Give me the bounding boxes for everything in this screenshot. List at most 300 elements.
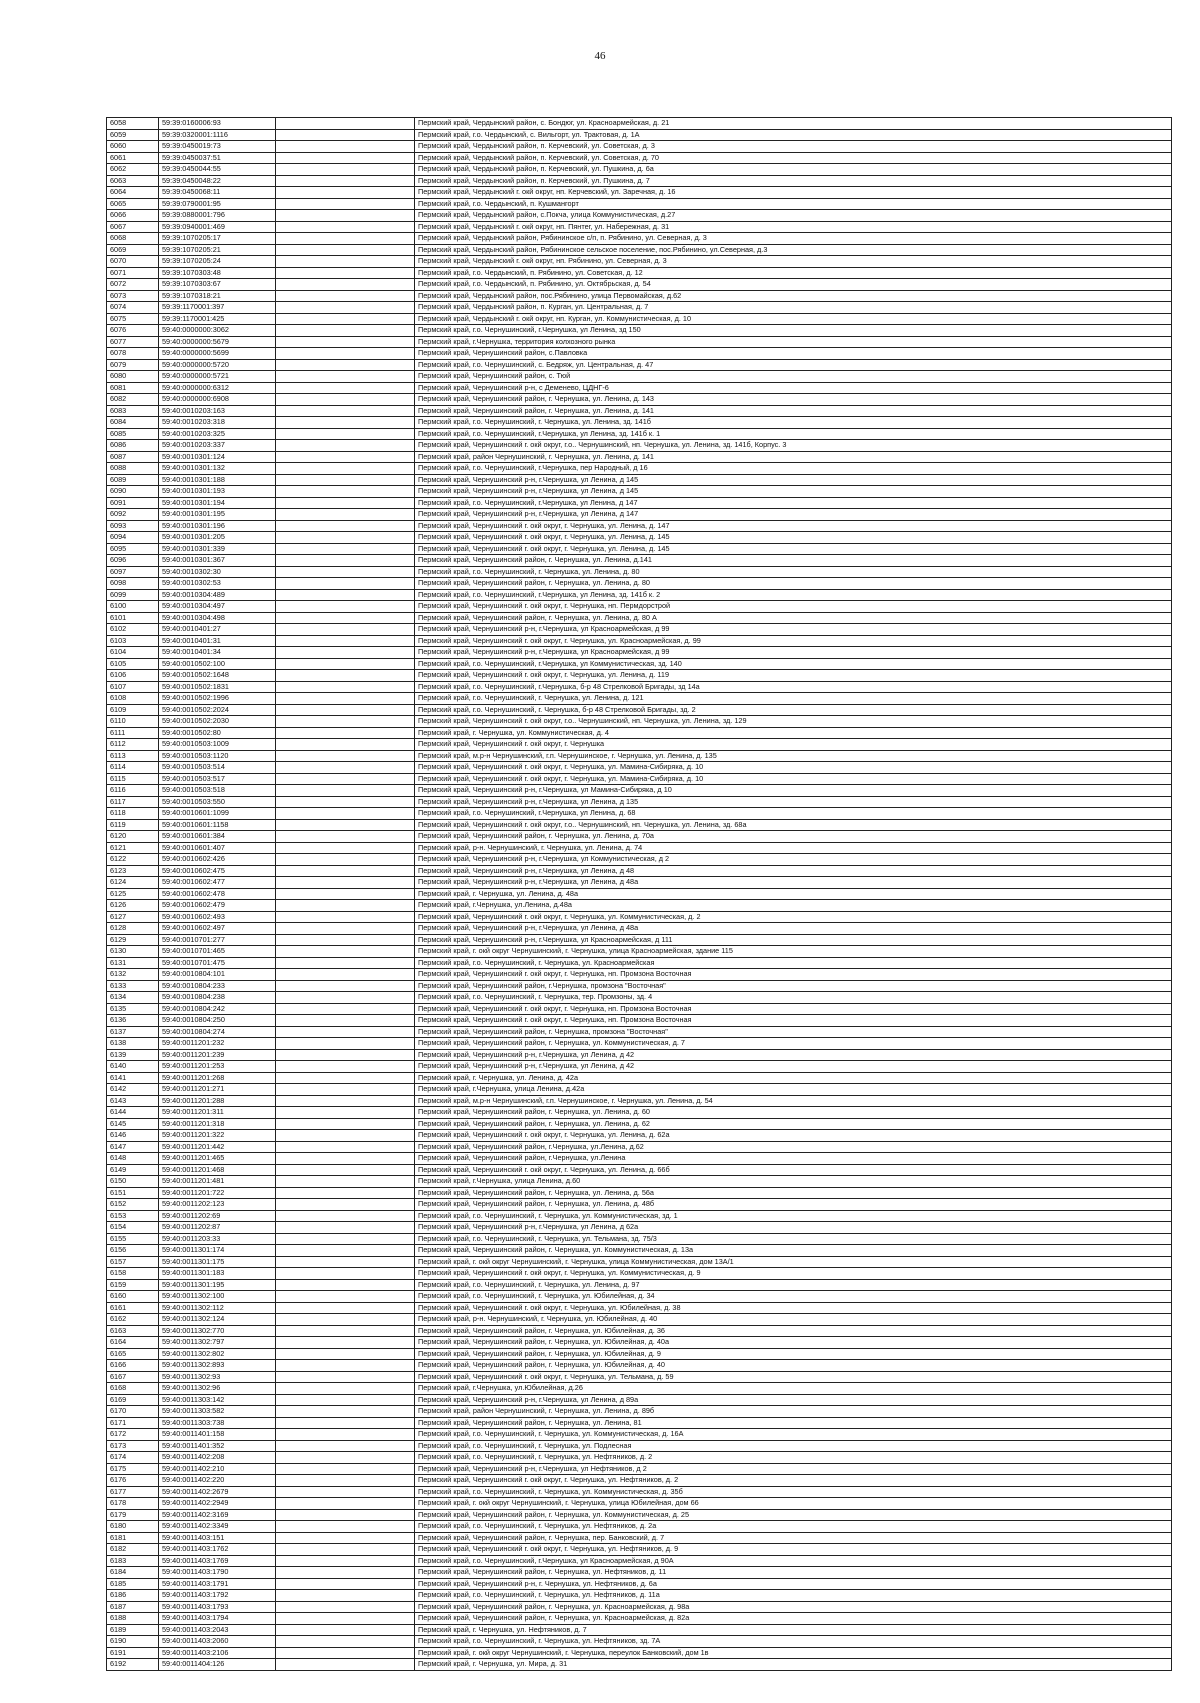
table-row — [107, 543, 1172, 555]
row-number-cell: 6107 — [107, 681, 159, 693]
cadastral-number-cell: 59:40:0011402:2949 — [159, 1498, 276, 1510]
row-number-cell: 6164 — [107, 1337, 159, 1349]
cadastral-number-cell: 59:40:0011302:893 — [159, 1360, 276, 1372]
empty-cell — [276, 1624, 415, 1636]
empty-cell — [276, 1026, 415, 1038]
table-row — [107, 635, 1172, 647]
cadastral-number-cell: 59:40:0010602:493 — [159, 911, 276, 923]
cadastral-number-cell: 59:40:0010502:1996 — [159, 693, 276, 705]
address-cell: Пермский край, г.о. Чердынский, с. Вильгорт, ул. Трактовая, д. 1А — [415, 129, 1172, 141]
empty-cell — [276, 313, 415, 325]
address-cell: Пермский край, Чернушинский район, г. Чернушка, ул. Ленина, д.141 — [415, 555, 1172, 567]
table-row — [107, 1325, 1172, 1337]
row-number-cell: 6147 — [107, 1141, 159, 1153]
row-number-cell: 6160 — [107, 1291, 159, 1303]
address-cell: Пермский край, Чернушинский район, г. Чернушка, ул. Ленина, д. 80 — [415, 578, 1172, 590]
empty-cell — [276, 1072, 415, 1084]
table-row — [107, 624, 1172, 636]
address-cell: Пермский край, Чернушинский р-н, г.Чернушка, ул Ленина, д 42 — [415, 1061, 1172, 1073]
cadastral-number-cell: 59:40:0010301:367 — [159, 555, 276, 567]
cadastral-number-cell: 59:39:1070303:48 — [159, 267, 276, 279]
cadastral-number-cell: 59:40:0000000:6908 — [159, 394, 276, 406]
address-cell: Пермский край, г.о. Чердынский, п. Рябинино, ул. Советская, д. 12 — [415, 267, 1172, 279]
cadastral-number-cell: 59:40:0010301:132 — [159, 463, 276, 475]
row-number-cell: 6187 — [107, 1601, 159, 1613]
row-number-cell: 6105 — [107, 658, 159, 670]
address-cell: Пермский край, г.Чернушка, улица Ленина, д.60 — [415, 1176, 1172, 1188]
table-row — [107, 1394, 1172, 1406]
address-cell: Пермский край, Чернушинский р-н, г.Чернушка, ул Ленина, д 48а — [415, 923, 1172, 935]
empty-cell — [276, 1659, 415, 1671]
row-number-cell: 6104 — [107, 647, 159, 659]
cadastral-number-cell: 59:40:0011303:738 — [159, 1417, 276, 1429]
address-cell: Пермский край, г.о. Чернушинский, г.Чернушка, б-р 48 Стрелковой Бригады, зд 14а — [415, 681, 1172, 693]
address-cell: Пермский край, г. Чернушка, ул. Коммунистическая, д. 4 — [415, 727, 1172, 739]
table-row — [107, 440, 1172, 452]
empty-cell — [276, 336, 415, 348]
empty-cell — [276, 1590, 415, 1602]
cadastral-number-cell: 59:40:0011403:2043 — [159, 1624, 276, 1636]
address-cell: Пермский край, г.о. Чернушинский, с. Бедряж, ул. Центральная, д. 47 — [415, 359, 1172, 371]
empty-cell — [276, 785, 415, 797]
address-cell: Пермский край, Чернушинский г. окй округ, г. Чернушка, нп. Промзона Восточная — [415, 1015, 1172, 1027]
empty-cell — [276, 474, 415, 486]
cadastral-number-cell: 59:40:0010701:475 — [159, 957, 276, 969]
table-row — [107, 405, 1172, 417]
row-number-cell: 6080 — [107, 371, 159, 383]
empty-cell — [276, 1015, 415, 1027]
row-number-cell: 6152 — [107, 1199, 159, 1211]
row-number-cell: 6162 — [107, 1314, 159, 1326]
row-number-cell: 6166 — [107, 1360, 159, 1372]
cadastral-number-cell: 59:39:0450019:73 — [159, 141, 276, 153]
row-number-cell: 6144 — [107, 1107, 159, 1119]
table-row — [107, 1153, 1172, 1165]
row-number-cell: 6177 — [107, 1486, 159, 1498]
row-number-cell: 6191 — [107, 1647, 159, 1659]
table-row — [107, 842, 1172, 854]
table-row — [107, 210, 1172, 222]
table-row — [107, 1015, 1172, 1027]
table-row — [107, 1636, 1172, 1648]
row-number-cell: 6094 — [107, 532, 159, 544]
table-row — [107, 808, 1172, 820]
address-cell: Пермский край, Чернушинский г. окй округ, г. Чернушка, ул. Тельмана, д. 59 — [415, 1371, 1172, 1383]
address-cell: Пермский край, Чернушинский район, г. Чернушка, промзона "Восточная" — [415, 1026, 1172, 1038]
table-row — [107, 578, 1172, 590]
empty-cell — [276, 727, 415, 739]
row-number-cell: 6136 — [107, 1015, 159, 1027]
table-row — [107, 175, 1172, 187]
row-number-cell: 6085 — [107, 428, 159, 440]
address-cell: Пермский край, Чердынский г. окй округ, нп. Курган, ул. Коммунистическая, д. 10 — [415, 313, 1172, 325]
empty-cell — [276, 1141, 415, 1153]
cadastral-number-cell: 59:40:0010601:1099 — [159, 808, 276, 820]
table-row — [107, 785, 1172, 797]
cadastral-number-cell: 59:39:1070303:67 — [159, 279, 276, 291]
row-number-cell: 6180 — [107, 1521, 159, 1533]
empty-cell — [276, 796, 415, 808]
empty-cell — [276, 808, 415, 820]
table-row — [107, 900, 1172, 912]
cadastral-number-cell: 59:40:0010602:475 — [159, 865, 276, 877]
address-cell: Пермский край, Чернушинский р-н, г.Чернушка, ул Красноармейская, д 99 — [415, 647, 1172, 659]
empty-cell — [276, 819, 415, 831]
row-number-cell: 6145 — [107, 1118, 159, 1130]
cadastral-number-cell: 59:40:0010304:489 — [159, 589, 276, 601]
empty-cell — [276, 371, 415, 383]
table-row — [107, 1360, 1172, 1372]
address-cell: Пермский край, Чернушинский г. окй округ, г. Чернушка — [415, 739, 1172, 751]
address-cell: Пермский край, г.о. Чернушинский, г. Чернушка, ул. Красноармейская — [415, 957, 1172, 969]
cadastral-number-cell: 59:40:0011401:158 — [159, 1429, 276, 1441]
row-number-cell: 6174 — [107, 1452, 159, 1464]
address-cell: Пермский край, Чернушинский г. окй округ, г. Чернушка, ул. Юбилейная, д. 38 — [415, 1302, 1172, 1314]
address-cell: Пермский край, Чернушинский р-н, г.Чернушка, ул Ленина, д 147 — [415, 509, 1172, 521]
empty-cell — [276, 187, 415, 199]
cadastral-number-cell: 59:40:0011403:1769 — [159, 1555, 276, 1567]
empty-cell — [276, 1153, 415, 1165]
empty-cell — [276, 957, 415, 969]
address-cell: Пермский край, Чердынский г. окй округ, нп. Пянтег, ул. Набережная, д. 31 — [415, 221, 1172, 233]
table-row — [107, 1049, 1172, 1061]
row-number-cell: 6117 — [107, 796, 159, 808]
table-row — [107, 520, 1172, 532]
table-row — [107, 244, 1172, 256]
address-cell: Пермский край, Чернушинский р-н, г.Чернушка, ул Красноармейская, д 99 — [415, 624, 1172, 636]
empty-cell — [276, 382, 415, 394]
cadastral-number-cell: 59:39:1170001:425 — [159, 313, 276, 325]
cadastral-number-cell: 59:40:0011201:239 — [159, 1049, 276, 1061]
empty-cell — [276, 1038, 415, 1050]
address-cell: Пермский край, Чернушинский г. окй округ, г. Чернушка, ул. Ленина, д. 66б — [415, 1164, 1172, 1176]
address-cell: Пермский край, Чернушинский р-н, г.Чернушка, ул Красноармейская, д 111 — [415, 934, 1172, 946]
cadastral-number-cell: 59:40:0010503:517 — [159, 773, 276, 785]
row-number-cell: 6093 — [107, 520, 159, 532]
row-number-cell: 6070 — [107, 256, 159, 268]
cadastral-number-cell: 59:40:0011303:582 — [159, 1406, 276, 1418]
table-row — [107, 1038, 1172, 1050]
cadastral-number-cell: 59:40:0010203:337 — [159, 440, 276, 452]
cadastral-number-cell: 59:40:0011201:722 — [159, 1187, 276, 1199]
empty-cell — [276, 1636, 415, 1648]
empty-cell — [276, 877, 415, 889]
row-number-cell: 6135 — [107, 1003, 159, 1015]
address-cell: Пермский край, Чернушинский г. окй округ, г. Чернушка, ул. Нефтяников, д. 9 — [415, 1544, 1172, 1556]
address-cell: Пермский край, г.о. Чернушинский, г.Чернушка, ул Ленина, зд. 141б к. 2 — [415, 589, 1172, 601]
table-row — [107, 877, 1172, 889]
table-row — [107, 923, 1172, 935]
address-cell: Пермский край, г.о. Чернушинский, г. Чернушка, тер. Промзоны, зд. 4 — [415, 992, 1172, 1004]
empty-cell — [276, 1314, 415, 1326]
address-cell: Пермский край, Чернушинский г. окй округ, г. Чернушка, ул. Ленина, д. 147 — [415, 520, 1172, 532]
row-number-cell: 6062 — [107, 164, 159, 176]
table-row — [107, 1072, 1172, 1084]
table-row — [107, 279, 1172, 291]
row-number-cell: 6077 — [107, 336, 159, 348]
table-row — [107, 1314, 1172, 1326]
cadastral-number-cell: 59:40:0010304:497 — [159, 601, 276, 613]
row-number-cell: 6165 — [107, 1348, 159, 1360]
address-cell: Пермский край, г.о. Чернушинский, г. Чернушка, ул. Коммунистическая, д. 35б — [415, 1486, 1172, 1498]
row-number-cell: 6168 — [107, 1383, 159, 1395]
address-cell: Пермский край, Чернушинский район, г. Чернушка, ул. Ленина, 81 — [415, 1417, 1172, 1429]
empty-cell — [276, 256, 415, 268]
table-row — [107, 509, 1172, 521]
empty-cell — [276, 1360, 415, 1372]
row-number-cell: 6109 — [107, 704, 159, 716]
empty-cell — [276, 1245, 415, 1257]
cadastral-number-cell: 59:39:1170001:397 — [159, 302, 276, 314]
address-cell: Пермский край, Чернушинский район, г. Чернушка, ул. Ленина, д. 48б — [415, 1199, 1172, 1211]
empty-cell — [276, 1084, 415, 1096]
address-cell: Пермский край, г.о. Чердынский, п. Кушмангорт — [415, 198, 1172, 210]
empty-cell — [276, 1302, 415, 1314]
table-row — [107, 187, 1172, 199]
address-cell: Пермский край, Чернушинский р-н, с Деменево, ЦДНГ-6 — [415, 382, 1172, 394]
row-number-cell: 6138 — [107, 1038, 159, 1050]
empty-cell — [276, 486, 415, 498]
empty-cell — [276, 681, 415, 693]
row-number-cell: 6074 — [107, 302, 159, 314]
empty-cell — [276, 946, 415, 958]
row-number-cell: 6102 — [107, 624, 159, 636]
table-body — [107, 118, 1172, 1671]
table-row — [107, 359, 1172, 371]
address-cell: Пермский край, Чернушинский район, г. Чернушка, пер. Банковский, д. 7 — [415, 1532, 1172, 1544]
row-number-cell: 6122 — [107, 854, 159, 866]
empty-cell — [276, 532, 415, 544]
cadastral-number-cell: 59:40:0010602:497 — [159, 923, 276, 935]
cadastral-number-cell: 59:40:0011302:124 — [159, 1314, 276, 1326]
cadastral-number-cell: 59:40:0011403:1790 — [159, 1567, 276, 1579]
cadastral-number-cell: 59:40:0011402:220 — [159, 1475, 276, 1487]
row-number-cell: 6176 — [107, 1475, 159, 1487]
empty-cell — [276, 555, 415, 567]
empty-cell — [276, 1095, 415, 1107]
cadastral-number-cell: 59:40:0010701:465 — [159, 946, 276, 958]
cadastral-number-cell: 59:40:0010502:2030 — [159, 716, 276, 728]
empty-cell — [276, 1406, 415, 1418]
table-row — [107, 1141, 1172, 1153]
row-number-cell: 6089 — [107, 474, 159, 486]
row-number-cell: 6163 — [107, 1325, 159, 1337]
address-cell: Пермский край, Чернушинский район, г. Чернушка, ул. Ленина, д. 70а — [415, 831, 1172, 843]
table-row — [107, 1486, 1172, 1498]
address-cell: Пермский край, Чернушинский район, с.Павловка — [415, 348, 1172, 360]
table-row — [107, 141, 1172, 153]
empty-cell — [276, 773, 415, 785]
cadastral-number-cell: 59:40:0011402:2679 — [159, 1486, 276, 1498]
address-cell: Пермский край, г.о. Чернушинский, г. Чернушка, ул. Ленина, зд. 141б — [415, 417, 1172, 429]
empty-cell — [276, 417, 415, 429]
cadastral-number-cell: 59:40:0000000:5679 — [159, 336, 276, 348]
table-row — [107, 762, 1172, 774]
cadastral-number-cell: 59:40:0011201:481 — [159, 1176, 276, 1188]
cadastral-number-cell: 59:40:0011202:87 — [159, 1222, 276, 1234]
table-row — [107, 1452, 1172, 1464]
empty-cell — [276, 566, 415, 578]
address-cell: Пермский край, Чернушинский район, г. Чернушка, ул. Нефтяников, д. 11 — [415, 1567, 1172, 1579]
empty-cell — [276, 831, 415, 843]
address-cell: Пермский край, м.р-н Чернушинский, г.п. Чернушинское, г. Чернушка, ул. Ленина, д. 54 — [415, 1095, 1172, 1107]
address-cell: Пермский край, Чернушинский р-н, г.Чернушка, ул Ленина, д 48 — [415, 865, 1172, 877]
address-cell: Пермский край, Чердынский район, п. Керчевский, ул. Пушкина, д. 6а — [415, 164, 1172, 176]
empty-cell — [276, 1578, 415, 1590]
empty-cell — [276, 1475, 415, 1487]
address-cell: Пермский край, г.о. Чернушинский, г. Чернушка, ул. Нефтяников, д. 11а — [415, 1590, 1172, 1602]
row-number-cell: 6149 — [107, 1164, 159, 1176]
address-cell: Пермский край, Чернушинский р-н, г.Чернушка, ул Ленина, д 145 — [415, 474, 1172, 486]
table-row — [107, 911, 1172, 923]
cadastral-number-cell: 59:40:0011301:174 — [159, 1245, 276, 1257]
table-row — [107, 233, 1172, 245]
row-number-cell: 6137 — [107, 1026, 159, 1038]
empty-cell — [276, 888, 415, 900]
row-number-cell: 6132 — [107, 969, 159, 981]
address-cell: Пермский край, Чернушинский г. окй округ, г. Чернушка, ул. Коммунистическая, д. 9 — [415, 1268, 1172, 1280]
address-cell: Пермский край, г.о. Чернушинский, г. Чернушка, ул. Нефтяников, д. 2а — [415, 1521, 1172, 1533]
table-row — [107, 325, 1172, 337]
cadastral-number-cell: 59:40:0010401:34 — [159, 647, 276, 659]
cadastral-number-cell: 59:40:0011203:33 — [159, 1233, 276, 1245]
cadastral-number-cell: 59:39:0880001:796 — [159, 210, 276, 222]
table-row — [107, 118, 1172, 130]
page-number: 46 — [594, 50, 606, 62]
address-cell: Пермский край, г.о. Чернушинский, г.Чернушка, ул Ленина, зд 150 — [415, 325, 1172, 337]
cadastral-number-cell: 59:40:0010301:193 — [159, 486, 276, 498]
empty-cell — [276, 348, 415, 360]
table-row — [107, 474, 1172, 486]
table-row — [107, 647, 1172, 659]
address-cell: Пермский край, г. окй округ Чернушинский, г. Чернушка, улица Красноармейская, здание 115 — [415, 946, 1172, 958]
table-row — [107, 888, 1172, 900]
table-row — [107, 1199, 1172, 1211]
row-number-cell: 6155 — [107, 1233, 159, 1245]
address-cell: Пермский край, г. окй округ Чернушинский, г. Чернушка, улица Юбилейная, дом 66 — [415, 1498, 1172, 1510]
address-cell: Пермский край, г.о. Чернушинский, г. Чернушка, ул. Ленина, д. 80 — [415, 566, 1172, 578]
row-number-cell: 6190 — [107, 1636, 159, 1648]
row-number-cell: 6059 — [107, 129, 159, 141]
empty-cell — [276, 1544, 415, 1556]
address-cell: Пермский край, Чернушинский р-н, г.Чернушка, ул Ленина, д 135 — [415, 796, 1172, 808]
empty-cell — [276, 762, 415, 774]
table-row — [107, 1095, 1172, 1107]
row-number-cell: 6067 — [107, 221, 159, 233]
cadastral-number-cell: 59:40:0010804:274 — [159, 1026, 276, 1038]
row-number-cell: 6086 — [107, 440, 159, 452]
address-cell: Пермский край, район Чернушинский, г. Чернушка, ул. Ленина, д. 89б — [415, 1406, 1172, 1418]
address-cell: Пермский край, г. Чернушка, ул. Нефтяников, д. 7 — [415, 1624, 1172, 1636]
cadastral-number-cell: 59:40:0010602:426 — [159, 854, 276, 866]
cadastral-number-cell: 59:40:0010601:407 — [159, 842, 276, 854]
row-number-cell: 6185 — [107, 1578, 159, 1590]
cadastral-number-cell: 59:40:0011201:322 — [159, 1130, 276, 1142]
empty-cell — [276, 463, 415, 475]
table-row — [107, 658, 1172, 670]
empty-cell — [276, 1233, 415, 1245]
empty-cell — [276, 1613, 415, 1625]
cadastral-number-cell: 59:39:0450048:22 — [159, 175, 276, 187]
row-number-cell: 6158 — [107, 1268, 159, 1280]
address-cell: Пермский край, Чернушинский р-н, г.Чернушка, ул Коммунистическая, д 2 — [415, 854, 1172, 866]
row-number-cell: 6099 — [107, 589, 159, 601]
row-number-cell: 6133 — [107, 980, 159, 992]
cadastral-number-cell: 59:40:0011202:69 — [159, 1210, 276, 1222]
address-cell: Пермский край, Чернушинский г. окй округ, г.о.. Чернушинский, нп. Чернушка, ул. Ленина, зд. 141б, Корпус. 3 — [415, 440, 1172, 452]
empty-cell — [276, 1118, 415, 1130]
cadastral-number-cell: 59:40:0010502:80 — [159, 727, 276, 739]
cadastral-number-cell: 59:40:0011302:770 — [159, 1325, 276, 1337]
empty-cell — [276, 1210, 415, 1222]
address-cell: Пермский край, г.о. Чернушинский, г. Чернушка, б-р 48 Стрелковой Бригады, зд. 2 — [415, 704, 1172, 716]
row-number-cell: 6119 — [107, 819, 159, 831]
table-row — [107, 1659, 1172, 1671]
row-number-cell: 6108 — [107, 693, 159, 705]
cadastral-number-cell: 59:40:0011403:1794 — [159, 1613, 276, 1625]
empty-cell — [276, 716, 415, 728]
cadastral-number-cell: 59:40:0011301:195 — [159, 1279, 276, 1291]
address-cell: Пермский край, г.о. Чернушинский, г. Чернушка, ул. Нефтяников, зд. 7А — [415, 1636, 1172, 1648]
cadastral-number-cell: 59:40:0011402:210 — [159, 1463, 276, 1475]
row-number-cell: 6157 — [107, 1256, 159, 1268]
cadastral-number-cell: 59:40:0010804:242 — [159, 1003, 276, 1015]
empty-cell — [276, 1429, 415, 1441]
address-cell: Пермский край, Чердынский район, п. Керчевский, ул. Советская, д. 3 — [415, 141, 1172, 153]
row-number-cell: 6150 — [107, 1176, 159, 1188]
empty-cell — [276, 1107, 415, 1119]
address-cell: Пермский край, Чернушинский г. окй округ, г. Чернушка, ул. Ленина, д. 119 — [415, 670, 1172, 682]
row-number-cell: 6082 — [107, 394, 159, 406]
row-number-cell: 6186 — [107, 1590, 159, 1602]
cadastral-number-cell: 59:40:0010602:479 — [159, 900, 276, 912]
empty-cell — [276, 1348, 415, 1360]
row-number-cell: 6184 — [107, 1567, 159, 1579]
address-cell: Пермский край, г. Чернушка, ул. Мира, д. 31 — [415, 1659, 1172, 1671]
cadastral-number-cell: 59:40:0011403:1793 — [159, 1601, 276, 1613]
cadastral-number-cell: 59:39:1070205:21 — [159, 244, 276, 256]
table-row — [107, 1279, 1172, 1291]
cadastral-number-cell: 59:40:0011201:271 — [159, 1084, 276, 1096]
table-row — [107, 428, 1172, 440]
cadastral-number-cell: 59:40:0011302:93 — [159, 1371, 276, 1383]
table-row — [107, 1187, 1172, 1199]
row-number-cell: 6142 — [107, 1084, 159, 1096]
table-row — [107, 566, 1172, 578]
address-cell: Пермский край, г.Чернушка, ул.Ленина, д.48а — [415, 900, 1172, 912]
address-cell: Пермский край, Чернушинский район, г. Чернушка, ул. Ленина, д. 80 А — [415, 612, 1172, 624]
cadastral-number-cell: 59:40:0011201:318 — [159, 1118, 276, 1130]
table-row — [107, 152, 1172, 164]
cadastral-number-cell: 59:40:0011201:268 — [159, 1072, 276, 1084]
empty-cell — [276, 1463, 415, 1475]
address-cell: Пермский край, район Чернушинский, г. Чернушка, ул. Ленина, д. 141 — [415, 451, 1172, 463]
empty-cell — [276, 302, 415, 314]
cadastral-number-cell: 59:40:0011301:183 — [159, 1268, 276, 1280]
table-row — [107, 371, 1172, 383]
address-cell: Пермский край, Чернушинский район, г. Чернушка, ул. Красноармейская, д. 82а — [415, 1613, 1172, 1625]
table-row — [107, 1647, 1172, 1659]
row-number-cell: 6116 — [107, 785, 159, 797]
empty-cell — [276, 1222, 415, 1234]
cadastral-number-cell: 59:40:0000000:5699 — [159, 348, 276, 360]
address-cell: Пермский край, Чернушинский г. окй округ, г. Чернушка, ул. Коммунистическая, д. 2 — [415, 911, 1172, 923]
table-row — [107, 969, 1172, 981]
empty-cell — [276, 601, 415, 613]
address-cell: Пермский край, Чернушинский г. окй округ, г. Чернушка, ул. Нефтяников, д. 2 — [415, 1475, 1172, 1487]
address-cell: Пермский край, Чернушинский район, г.Чернушка, ул.Ленина, д.62 — [415, 1141, 1172, 1153]
cadastral-number-cell: 59:40:0010401:27 — [159, 624, 276, 636]
